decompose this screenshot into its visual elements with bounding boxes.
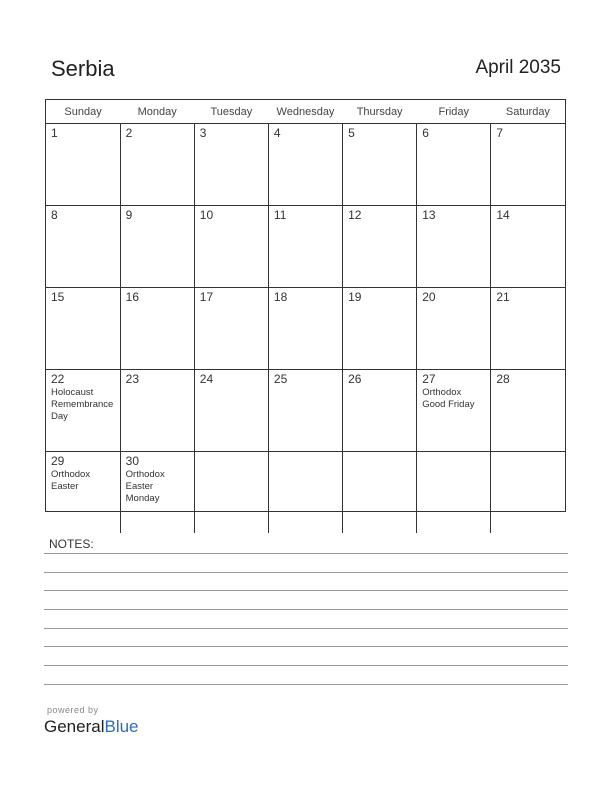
day-number: 22 bbox=[51, 372, 65, 386]
day-cell bbox=[417, 124, 491, 206]
day-number: 4 bbox=[273, 126, 281, 140]
brand-general: General bbox=[44, 717, 105, 736]
day-cell bbox=[194, 206, 268, 288]
day-cell bbox=[268, 288, 342, 370]
day-cell bbox=[491, 288, 565, 370]
day-cell bbox=[491, 452, 565, 534]
day-number: 13 bbox=[422, 208, 436, 222]
note-line bbox=[44, 646, 568, 647]
day-number: 24 bbox=[199, 372, 214, 386]
month-year-title: April 2035 bbox=[475, 57, 561, 78]
day-cell bbox=[194, 452, 268, 534]
day-number: 18 bbox=[273, 290, 288, 304]
day-number: 23 bbox=[125, 372, 139, 386]
day-number: 12 bbox=[348, 208, 362, 222]
country-title: Serbia bbox=[51, 56, 115, 81]
day-cell bbox=[491, 206, 565, 288]
day-number: 26 bbox=[348, 372, 362, 386]
note-line bbox=[44, 628, 568, 629]
day-cell bbox=[417, 206, 491, 288]
day-cell bbox=[417, 288, 491, 370]
day-cell bbox=[46, 452, 120, 534]
note-line bbox=[44, 665, 568, 666]
day-cell bbox=[46, 370, 120, 452]
day-number: 21 bbox=[496, 290, 510, 304]
day-cell bbox=[46, 206, 120, 288]
day-number: 15 bbox=[51, 290, 65, 304]
day-cell bbox=[343, 370, 417, 452]
note-line bbox=[44, 553, 568, 554]
day-number: 17 bbox=[199, 290, 214, 304]
week-row bbox=[46, 288, 565, 370]
day-cell bbox=[120, 124, 194, 206]
note-line bbox=[44, 684, 568, 685]
day-cell bbox=[343, 452, 417, 534]
day-cell bbox=[343, 206, 417, 288]
weekday-tuesday: Tuesday bbox=[194, 100, 268, 124]
weekday-sunday: Sunday bbox=[46, 100, 120, 124]
day-number: 8 bbox=[51, 208, 58, 222]
day-number: 3 bbox=[199, 126, 207, 140]
day-number: 5 bbox=[348, 126, 355, 140]
day-number: 16 bbox=[125, 290, 139, 304]
note-line bbox=[44, 572, 568, 573]
day-cell bbox=[194, 124, 268, 206]
day-number: 7 bbox=[496, 126, 504, 140]
day-number: 25 bbox=[273, 372, 288, 386]
day-cell bbox=[417, 452, 491, 534]
day-cell bbox=[194, 370, 268, 452]
day-cell bbox=[268, 452, 342, 534]
day-cell bbox=[46, 288, 120, 370]
holiday-label: Orthodox Easter bbox=[51, 469, 91, 492]
day-number: 20 bbox=[422, 290, 436, 304]
day-number: 2 bbox=[125, 126, 133, 140]
weekday-saturday: Saturday bbox=[491, 100, 565, 124]
day-number: 9 bbox=[125, 208, 133, 222]
day-cell bbox=[194, 288, 268, 370]
week-row bbox=[46, 452, 565, 534]
day-number: 11 bbox=[273, 208, 287, 222]
day-cell bbox=[491, 370, 565, 452]
day-number: 30 bbox=[125, 454, 139, 468]
weekday-monday: Monday bbox=[120, 100, 194, 124]
day-cell bbox=[343, 124, 417, 206]
day-cell bbox=[120, 452, 194, 534]
day-number: 19 bbox=[348, 290, 362, 304]
day-number: 10 bbox=[199, 208, 214, 222]
brand-blue: Blue bbox=[104, 717, 139, 736]
weekday-header-row bbox=[46, 100, 565, 124]
day-cell bbox=[268, 206, 342, 288]
weekday-friday: Friday bbox=[417, 100, 491, 124]
day-cell bbox=[120, 288, 194, 370]
holiday-label: Orthodox Good Friday bbox=[422, 387, 475, 410]
day-number: 27 bbox=[422, 372, 436, 386]
day-cell bbox=[268, 124, 342, 206]
day-cell bbox=[120, 206, 194, 288]
powered-by-text: powered by bbox=[47, 705, 99, 715]
holiday-label: Orthodox Easter Monday bbox=[125, 469, 165, 504]
holiday-label: Holocaust Remembrance Day bbox=[51, 387, 114, 422]
day-number: 29 bbox=[51, 454, 65, 468]
day-cell bbox=[268, 370, 342, 452]
day-cell bbox=[491, 124, 565, 206]
calendar-grid bbox=[45, 99, 566, 512]
week-row bbox=[46, 370, 565, 452]
week-row bbox=[46, 124, 565, 206]
notes-label: NOTES: bbox=[49, 537, 94, 551]
day-number: 14 bbox=[496, 208, 510, 222]
day-number: 28 bbox=[496, 372, 510, 386]
day-cell bbox=[343, 288, 417, 370]
day-cell bbox=[417, 370, 491, 452]
week-row bbox=[46, 206, 565, 288]
day-number: 1 bbox=[51, 126, 58, 140]
brand-logo bbox=[44, 717, 139, 737]
day-number: 6 bbox=[422, 126, 429, 140]
weekday-wednesday: Wednesday bbox=[268, 100, 342, 124]
note-line bbox=[44, 590, 568, 591]
day-cell bbox=[46, 124, 120, 206]
weekday-thursday: Thursday bbox=[343, 100, 417, 124]
day-cell bbox=[120, 370, 194, 452]
note-line bbox=[44, 609, 568, 610]
